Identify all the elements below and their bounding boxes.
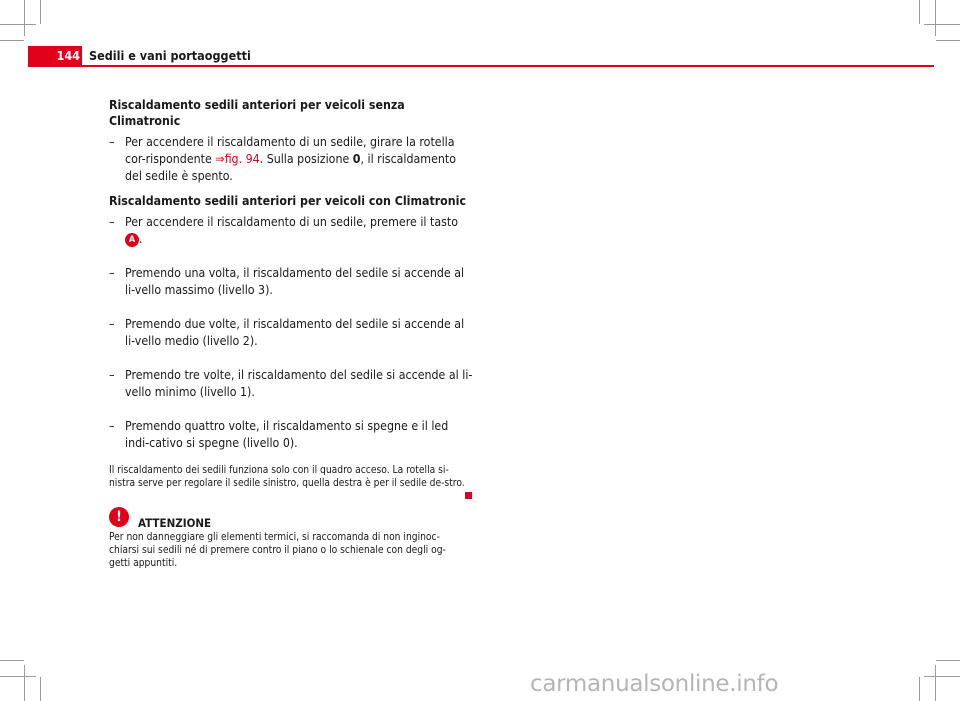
crop-mark xyxy=(919,677,920,701)
crop-mark xyxy=(924,676,960,677)
crop-mark xyxy=(0,660,24,661)
crop-mark xyxy=(24,665,25,701)
item-text: Premendo una volta, il riscaldamento del sedile si accende al li-vello massimo (livello 3). xyxy=(125,266,465,297)
list-item xyxy=(109,367,473,401)
crop-mark xyxy=(935,0,936,36)
dash-bullet: – xyxy=(109,135,115,149)
item-text: Per accendere il riscaldamento di un sedile, girare la rotella cor-rispondente xyxy=(125,135,455,166)
section-end-marker xyxy=(465,492,472,499)
item-text: . xyxy=(139,232,143,246)
item-text: Premendo due volte, il riscaldamento del sedile si accende al li-vello medio (livello 2). xyxy=(125,317,465,348)
list-item xyxy=(109,418,473,452)
list-item xyxy=(109,214,473,248)
crop-mark xyxy=(0,24,36,25)
header-rule xyxy=(28,65,934,67)
crop-mark xyxy=(924,24,960,25)
item-text: . Sulla posizione xyxy=(259,152,353,166)
crop-mark xyxy=(40,677,41,701)
dash-bullet: – xyxy=(109,266,115,280)
warning-text: Per non danneggiare gli elementi termici, si raccomanda di non inginoc-chiarsi sui sedili né di premere contro il piano o lo schienale con degli og-getti appuntiti. xyxy=(109,532,446,569)
content-column xyxy=(109,97,473,570)
warning-icon: ! xyxy=(109,507,129,527)
chapter-title: Sedili e vani portaoggetti xyxy=(89,48,251,63)
crop-mark xyxy=(40,0,41,24)
crop-mark xyxy=(24,0,25,36)
list-item xyxy=(109,265,473,299)
crop-mark xyxy=(935,665,936,701)
button-a-badge: A xyxy=(125,233,139,247)
crop-mark xyxy=(936,40,960,41)
list-item xyxy=(109,134,473,185)
section-heading-climatronic: Riscaldamento sedili anteriori per veicoli con Climatronic xyxy=(109,194,467,208)
section-heading-no-climatronic: Riscaldamento sedili anteriori per veicoli senza Climatronic xyxy=(109,98,405,128)
warning-title: ATTENZIONE xyxy=(138,516,212,530)
position-value: 0 xyxy=(352,152,361,166)
list-item xyxy=(109,316,473,350)
dash-bullet: – xyxy=(109,368,115,382)
page-number: 144 xyxy=(28,46,82,66)
dash-bullet: – xyxy=(109,317,115,331)
crop-mark xyxy=(0,676,36,677)
note-paragraph: Il riscaldamento dei sedili funziona solo con il quadro acceso. La rotella si-nistra serve per regolare il sedile sinistro, quella destra è per il sedile de-stro. xyxy=(109,465,465,489)
item-text: , il riscaldamento del sedile è spento. xyxy=(125,152,457,183)
figure-link[interactable]: ⇒fig. 94 xyxy=(215,152,260,166)
item-text: Per accendere il riscaldamento di un sedile, premere il tasto xyxy=(125,215,458,229)
warning-header xyxy=(109,507,473,531)
dash-bullet: – xyxy=(109,215,115,229)
crop-mark xyxy=(919,0,920,24)
item-text: Premendo tre volte, il riscaldamento del sedile si accende al li-vello minimo (livello 1). xyxy=(125,368,473,399)
dash-bullet: – xyxy=(109,419,115,433)
watermark: carmanualsonline.info xyxy=(530,671,779,697)
item-text: Premendo quattro volte, il riscaldamento si spegne e il led indi-cativo si spegne (livello 0). xyxy=(125,419,449,450)
crop-mark xyxy=(936,660,960,661)
crop-mark xyxy=(0,40,24,41)
